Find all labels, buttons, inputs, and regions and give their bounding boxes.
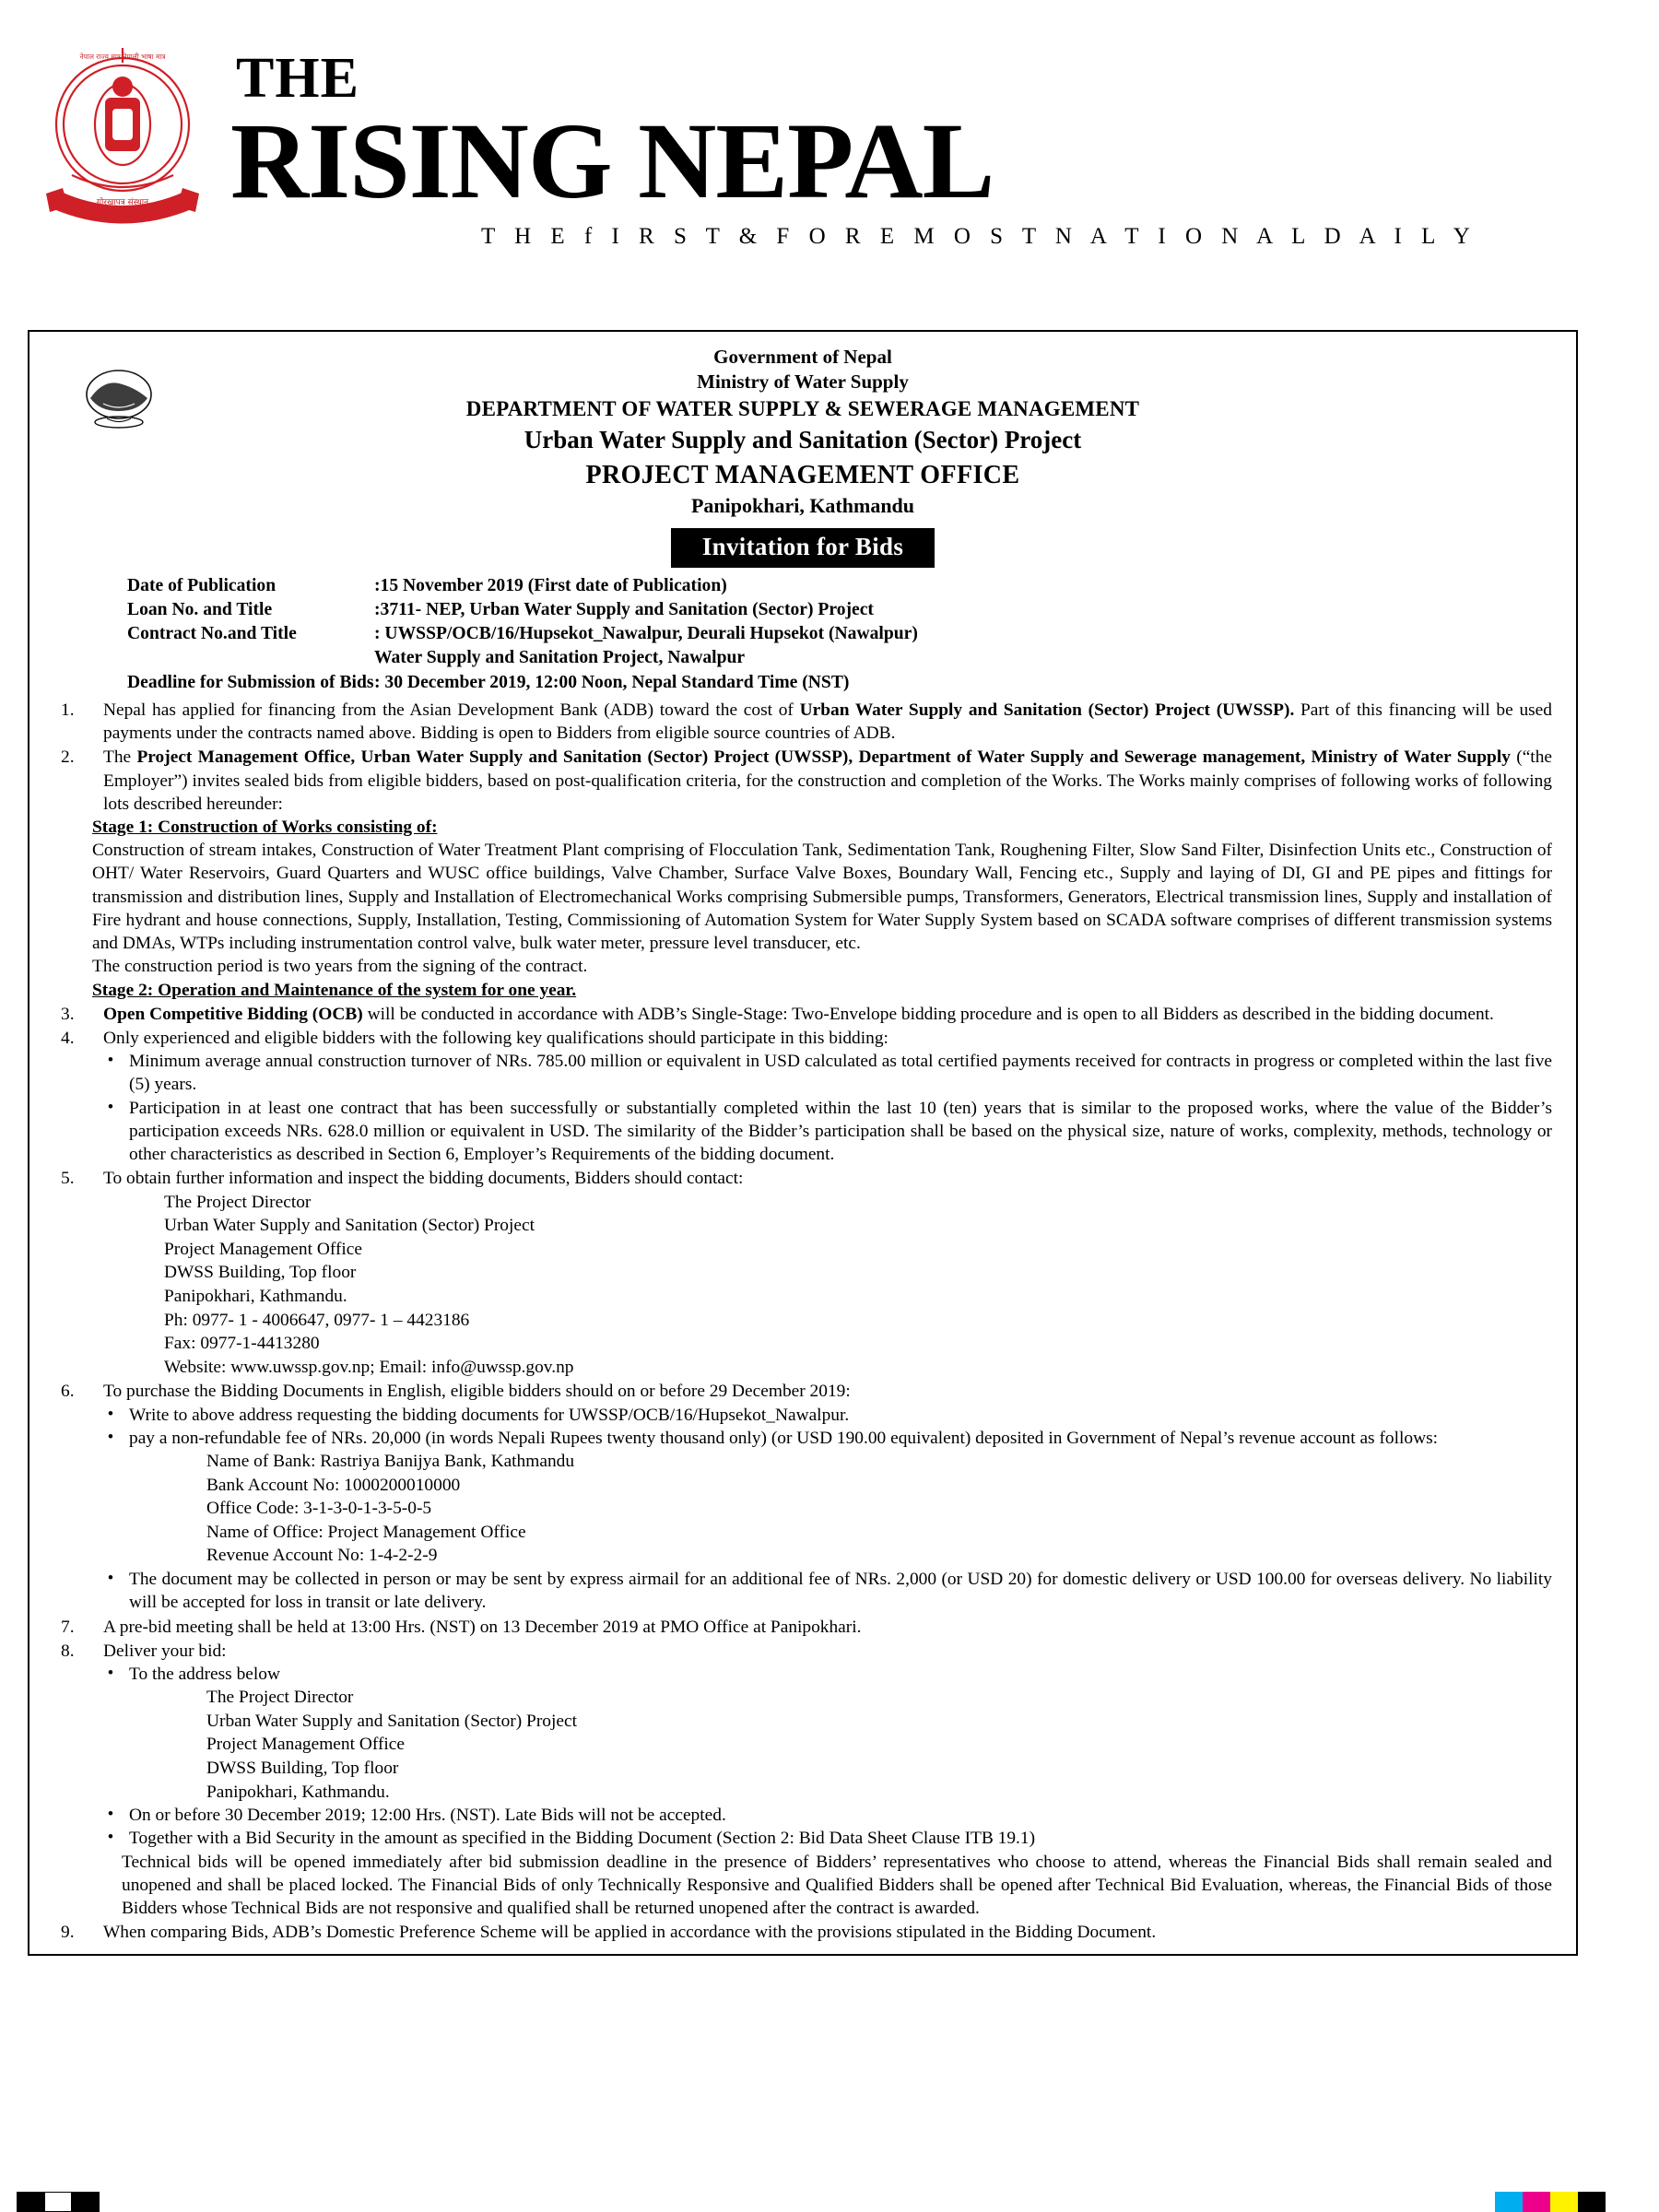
clause-6: [53, 1380, 1552, 1403]
masthead-the: THE: [236, 47, 359, 110]
svg-text:गोरखापत्र संस्थान: गोरखापत्र संस्थान: [96, 198, 149, 207]
address-line: The Project Director: [206, 1688, 354, 1708]
table-row: [127, 671, 918, 695]
clause-1: [53, 699, 1552, 745]
clause-number: 8.: [61, 1641, 75, 1661]
address-line: DWSS Building, Top floor: [164, 1263, 357, 1283]
address-line: DWSS Building, Top floor: [206, 1759, 399, 1778]
color-swatch-yellow: [1550, 2192, 1578, 2212]
list-item: [92, 1568, 1552, 1614]
list-item: [92, 1050, 1552, 1096]
masthead: [0, 0, 1659, 313]
clause-number: 5.: [61, 1169, 75, 1189]
clause-8-bullet-2: On or before 30 December 2019; 12:00 Hrs. (NST). Late Bids will not be accepted.: [129, 1806, 726, 1826]
stage-2-heading: Stage 2: Operation and Maintenance of the system for one year.: [92, 980, 577, 1000]
clause-2-part-c: (“the Employer”) invites sealed bids from eligible bidders, based on post-qualification criteria, for the construction and completion of the Works. The Works mainly comprises of following works of following lots described hereunder:: [103, 747, 1552, 814]
bullet-icon: •: [107, 1828, 114, 1848]
list-item: [92, 1404, 1552, 1427]
clause-list: [53, 699, 1552, 1945]
list-item: [92, 1097, 1552, 1167]
meta-value: : UWSSP/OCB/16/Hupsekot_Nawalpur, Deurali Hupsekot (Nawalpur): [374, 624, 918, 644]
bank-details-block: [206, 1450, 1552, 1568]
stage-1-construction-period: The construction period is two years from the signing of the contract.: [92, 957, 588, 977]
clause-2-part-a: The: [103, 747, 137, 768]
bid-opening-paragraph: Technical bids will be opened immediately after bid submission deadline in the presence of Bidders’ representatives who choose to attend, whereas the Financial Bids shall remain sealed and unopened and shall be placed locked. The Financial Bids of only Technically Responsive and Qualified Bidders shall be opened after Technical Bid Evaluation, whereas, the Financial Bids of those Bidders whose Technical Bids are not responsive and qualified shall be returned unopened after the contract is awarded.: [122, 1852, 1552, 1919]
clause-7: [53, 1616, 1552, 1639]
color-swatch-black-2: [72, 2192, 100, 2212]
address-line: Panipokhari, Kathmandu.: [206, 1782, 390, 1802]
meta-value: : 30 December 2019, 12:00 Noon, Nepal Standard Time (NST): [374, 672, 850, 692]
clause-1-part-b: Urban Water Supply and Sanitation (Sector) Project (UWSSP).: [799, 700, 1295, 720]
clause-number: 6.: [61, 1382, 75, 1402]
notice-line-office: PROJECT MANAGEMENT OFFICE: [585, 460, 1020, 489]
clause-9: [53, 1921, 1552, 1944]
meta-label: [127, 646, 374, 670]
contact-address-block: [164, 1191, 1552, 1380]
address-line: Panipokhari, Kathmandu.: [164, 1286, 347, 1306]
clause-5: [53, 1167, 1552, 1190]
meta-label: Loan No. and Title: [127, 599, 273, 619]
color-swatch-cyan: [1495, 2192, 1523, 2212]
invitation-for-bids-banner: Invitation for Bids: [671, 528, 935, 568]
clause-2: [53, 746, 1552, 816]
clause-1-part-c: Part of this financing will be used payments under the contracts named above. Bidding is open to Bidders from eligible source countries of ADB.: [103, 700, 1552, 744]
clause-8-bullet-1: To the address below: [129, 1664, 280, 1684]
clause-text: To purchase the Bidding Documents in English, eligible bidders should on or before 29 December 2019:: [103, 1382, 851, 1402]
svg-text:नेपाल राज्य मात्र नेपाली भाषा: नेपाल राज्य मात्र नेपाली भाषा मात्र: [79, 53, 166, 61]
notice-line-address: Panipokhari, Kathmandu: [690, 493, 915, 517]
clause-3-part-c: will be conducted in accordance with ADB’s Single-Stage: Two-Envelope bidding procedure and is open to all Bidders as described in the bidding document.: [362, 1004, 1494, 1024]
print-registration-colorbar: [0, 2188, 1659, 2212]
clause-text: Deliver your bid:: [103, 1641, 227, 1661]
masthead-title: RISING NEPAL: [230, 100, 994, 221]
bullet-icon: •: [107, 1051, 114, 1071]
clause-text: When comparing Bids, ADB’s Domestic Preference Scheme will be applied in accordance with the provisions stipulated in the Bidding Document.: [103, 1923, 1157, 1943]
color-swatch-magenta: [1523, 2192, 1550, 2212]
revenue-account-number: Revenue Account No: 1-4-2-2-9: [206, 1546, 438, 1566]
clause-4-bullet-2: Participation in at least one contract that has been successfully or substantially completed within the last 10 (ten) years that is similar to the proposed works, where the value of the Bidder’s participation exceeds NRs. 628.0 million or equivalent in USD. The similarity of the Bidder’s participation shall be based on the physical size, nature of works, complexity, methods, technology or other characteristics as described in Section 6, Employer’s Requirements of the bidding document.: [129, 1098, 1552, 1165]
clause-number: 7.: [61, 1617, 75, 1637]
meta-label: Deadline for Submission of Bids: [127, 672, 374, 692]
table-row: [127, 574, 918, 598]
clause-1-part-a: Nepal has applied for financing from the Asian Development Bank (ADB) toward the cost of: [103, 700, 800, 720]
clause-number: 2.: [61, 747, 75, 768]
colorbar-left-group: [17, 2192, 100, 2212]
bullet-icon: •: [107, 1805, 114, 1825]
clause-6-bullet-1: Write to above address requesting the bidding documents for UWSSP/OCB/16/Hupsekot_Nawalpur.: [129, 1405, 850, 1425]
address-line: Project Management Office: [206, 1735, 406, 1755]
meta-label: Contract No.and Title: [127, 624, 297, 644]
clause-2-part-b: Project Management Office, Urban Water Supply and Sanitation (Sector) Project (UWSSP), Department of Water Supply and Sewerage management, Ministry of Water Supply: [136, 747, 1511, 768]
clause-number: 3.: [61, 1004, 75, 1024]
table-row: [127, 622, 918, 646]
government-of-nepal-emblem-icon: [83, 361, 155, 433]
newspaper-logo-emblem-icon: [35, 37, 210, 235]
list-item: [92, 1827, 1552, 1850]
address-line: Urban Water Supply and Sanitation (Sector) Project: [206, 1711, 577, 1731]
notice-line-project: Urban Water Supply and Sanitation (Sector) Project: [524, 426, 1082, 454]
list-item: [92, 1804, 1552, 1827]
clause-text: [103, 699, 1552, 745]
clause-8: [53, 1640, 1552, 1663]
bid-meta-table: [127, 574, 918, 695]
color-swatch-key: [1578, 2192, 1606, 2212]
meta-value: Water Supply and Sanitation Project, Nawalpur: [374, 648, 746, 668]
address-fax: Fax: 0977-1-4413280: [164, 1334, 320, 1354]
color-swatch-black: [17, 2192, 44, 2212]
clause-4: [53, 1027, 1552, 1050]
stage-1-body: Construction of stream intakes, Construction of Water Treatment Plant comprising of Flocculation Tank, Sedimentation Tank, Roughening Filter, Slow Sand Filter, Disinfection Units etc., Construction of OHT/ Water Reservoirs, Guard Quarters and WUSC office buildings, Valve Chamber, Surface Valve Boxes, Boundary Wall, Fencing etc., Supply and laying of DI, GI and PE pipes and fittings for transmission and distribution lines, Supply and Installation of Electromechanical Works comprising Submersible pumps, Transformers, Generators, Electrical transmission lines, Supply and installation of Fire hydrant and house connections, Supply, Installation, Testing, Commissioning of Automation System for Water Supply System based on SCADA software comprises of different transmission systems and DMAs, WTPs including instrumentation control valve, bulk water meter, pressure level transducer, etc.: [92, 841, 1552, 954]
office-code: Office Code: 3-1-3-0-1-3-5-0-5: [206, 1499, 432, 1519]
bullet-icon: •: [107, 1663, 114, 1683]
clause-text: [103, 746, 1552, 816]
meta-value: :15 November 2019 (First date of Publication): [374, 575, 727, 595]
bullet-icon: •: [107, 1427, 114, 1447]
masthead-tagline: T H E f I R S T & F O R E M O S T N A T I O N A L D A I L Y: [481, 224, 1477, 250]
clause-text: Only experienced and eligible bidders with the following key qualifications should participate in this bidding:: [103, 1028, 888, 1048]
list-item: [92, 1663, 1552, 1686]
notice-line-government: Government of Nepal: [713, 346, 892, 368]
address-line: Urban Water Supply and Sanitation (Sector) Project: [164, 1216, 535, 1236]
stage-1-heading: Stage 1: Construction of Works consisting of:: [92, 818, 438, 837]
table-row: [127, 646, 918, 670]
bank-name: Name of Bank: Rastriya Banijya Bank, Kathmandu: [206, 1452, 575, 1472]
bank-account-number: Bank Account No: 1000200010000: [206, 1475, 461, 1495]
notice-line-department: DEPARTMENT OF WATER SUPPLY & SEWERAGE MANAGEMENT: [465, 396, 1140, 420]
table-row: [127, 598, 918, 622]
clause-6-bullet-2: pay a non-refundable fee of NRs. 20,000 (in words Nepali Rupees twenty thousand only) (or USD 190.00 equivalent) deposited in Government of Nepal’s revenue account as follows:: [129, 1428, 1439, 1448]
notice-header: [53, 345, 1552, 520]
clause-3-part-b: Open Competitive Bidding (OCB): [103, 1004, 363, 1024]
notice-line-ministry: Ministry of Water Supply: [697, 371, 909, 394]
clause-number: 1.: [61, 700, 75, 720]
address-phone: Ph: 0977- 1 - 4006647, 0977- 1 – 4423186: [164, 1310, 470, 1330]
bullet-icon: •: [107, 1097, 114, 1117]
address-line: The Project Director: [164, 1192, 312, 1212]
office-name: Name of Office: Project Management Office: [206, 1522, 526, 1542]
address-website-email: Website: www.uwssp.gov.np; Email: info@uwssp.gov.np: [164, 1357, 574, 1377]
list-item: [92, 1427, 1552, 1450]
bullet-icon: •: [107, 1569, 114, 1589]
clause-text: [103, 1003, 1552, 1026]
clause-3: [53, 1003, 1552, 1026]
color-swatch-white: [44, 2192, 72, 2212]
address-line: Project Management Office: [164, 1239, 363, 1259]
delivery-address-block: [206, 1686, 1552, 1804]
clause-6-bullet-3: The document may be collected in person or may be sent by express airmail for an additional fee of NRs. 2,000 (or USD 20) for domestic delivery or USD 100.00 for overseas delivery. No liability will be accepted for loss in transit or late delivery.: [129, 1570, 1552, 1613]
bullet-icon: •: [107, 1404, 114, 1424]
meta-value: :3711- NEP, Urban Water Supply and Sanitation (Sector) Project: [374, 599, 874, 619]
colorbar-right-group: [1495, 2192, 1606, 2212]
meta-label: Date of Publication: [127, 575, 276, 595]
clause-8-bullet-3: Together with a Bid Security in the amount as specified in the Bidding Document (Section 2: Bid Data Sheet Clause ITB 19.1): [129, 1829, 1036, 1849]
bid-notice-box: [28, 330, 1578, 1956]
clause-number: 4.: [61, 1028, 75, 1048]
clause-4-bullet-1: Minimum average annual construction turnover of NRs. 785.00 million or equivalent in USD calculated as total certified payments received for contracts in progress or completed within the last five (5) years.: [129, 1052, 1552, 1095]
clause-text: To obtain further information and inspect the bidding documents, Bidders should contact:: [103, 1169, 744, 1189]
clause-text: A pre-bid meeting shall be held at 13:00 Hrs. (NST) on 13 December 2019 at PMO Office at Panipokhari.: [103, 1617, 862, 1637]
clause-number: 9.: [61, 1923, 75, 1943]
